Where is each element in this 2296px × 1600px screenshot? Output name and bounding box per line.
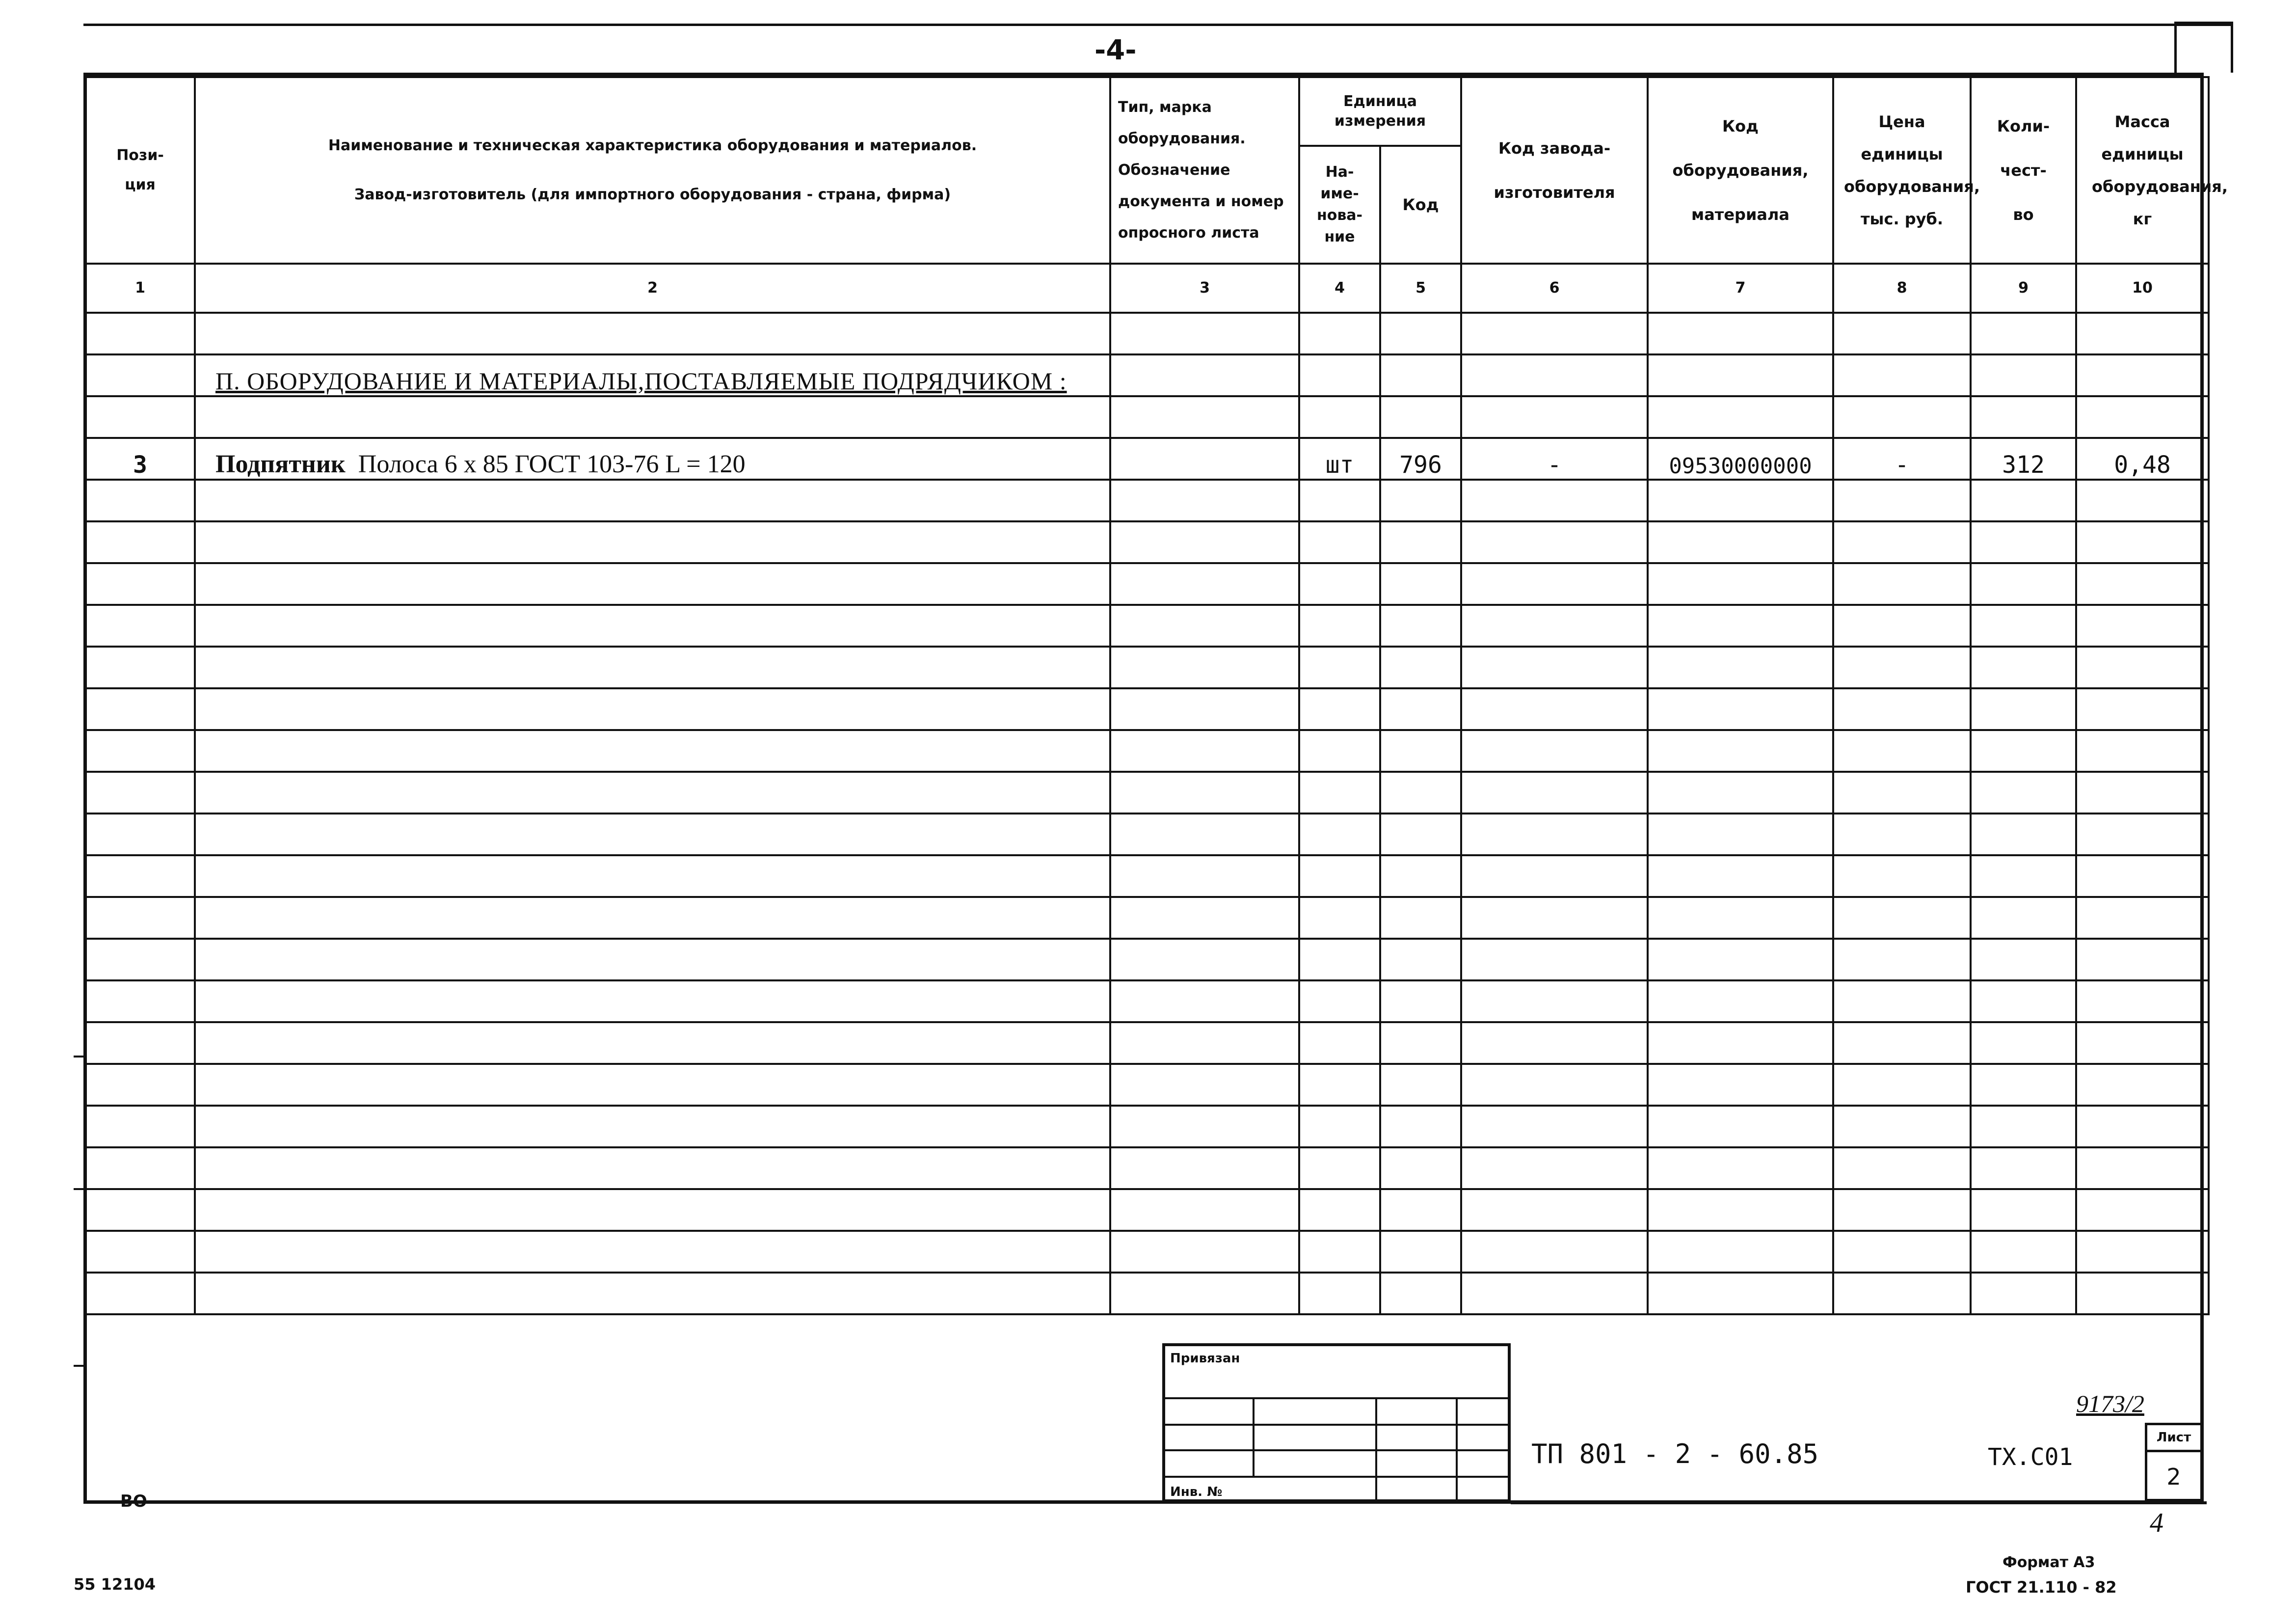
table-row: [85, 1022, 2209, 1064]
col-number: 10: [2076, 264, 2209, 313]
header-unit-code: Код: [1380, 146, 1461, 264]
table-row: [85, 1106, 2209, 1147]
table-row-section: [85, 354, 2209, 396]
item-unit-name: шт: [1299, 438, 1380, 480]
header-name: [195, 77, 1110, 264]
header-unit-name: На-име-нова-ние: [1299, 146, 1380, 264]
table-row: [85, 605, 2209, 647]
table-row: [85, 772, 2209, 814]
table-row: [85, 730, 2209, 772]
table-row: [85, 563, 2209, 605]
sheet-code: ТХ.С01: [1988, 1443, 2073, 1471]
col-number: 7: [1648, 264, 1833, 313]
header-price: Цена единицы оборудования, тыс. руб.: [1833, 77, 1971, 264]
title-block-bottom: [1511, 1501, 2207, 1504]
inventory-label: Инв. №: [1170, 1485, 1223, 1499]
archive-number: 9173/2: [2076, 1390, 2144, 1417]
sheet-label: Лист: [2147, 1425, 2200, 1452]
top-rule: [83, 24, 2233, 26]
header-type: Тип, марка оборудования. Обозначение документа и номер опросного листа: [1110, 77, 1299, 264]
col-number: 3: [1110, 264, 1299, 313]
header-quantity: Коли-чест-во: [1971, 77, 2076, 264]
table-row: [85, 980, 2209, 1022]
sheet-number-box: [2145, 1423, 2203, 1501]
table-row: [85, 647, 2209, 688]
table-row: [85, 855, 2209, 897]
handwritten-page-number: 4: [2150, 1508, 2163, 1538]
table-row: [85, 688, 2209, 730]
table-row: [85, 1064, 2209, 1106]
format-label: Формат А3: [2002, 1554, 2095, 1571]
col-number: 5: [1380, 264, 1461, 313]
table-row: [85, 313, 2209, 354]
header-mass: Масса единицы оборудования, кг: [2076, 77, 2209, 264]
table-row: [85, 480, 2209, 521]
table-row: [85, 1147, 2209, 1189]
header-name-line2: Завод-изготовитель (для импортного оборудования - страна, фирма): [354, 186, 951, 203]
item-name: [195, 438, 1110, 480]
item-quantity: 312: [1971, 438, 2076, 480]
table-row: [85, 1273, 2209, 1314]
col-number: 2: [195, 264, 1110, 313]
header-name-line1: Наименование и техническая характеристика оборудования и материалов.: [328, 137, 977, 154]
table-row: [85, 396, 2209, 438]
header-row: [85, 77, 2209, 146]
table-row-item: [85, 438, 2209, 480]
item-name-rest: Полоса 6 х 85 ГОСТ 103-76 L = 120: [358, 450, 746, 478]
column-number-row: [85, 264, 2209, 313]
col-number: 8: [1833, 264, 1971, 313]
col-number: 1: [85, 264, 195, 313]
specification-table: [84, 76, 2228, 1315]
table-row: [85, 1189, 2209, 1231]
item-manufacturer-code: -: [1461, 438, 1648, 480]
gost-label: ГОСТ 21.110 - 82: [1966, 1578, 2117, 1597]
item-name-bold: Подпятник: [215, 450, 346, 478]
empty-rows: [85, 480, 2209, 1314]
margin-tick: [74, 1365, 85, 1367]
header-unit-group: Единица измерения: [1299, 77, 1461, 146]
table-row: [85, 897, 2209, 939]
stamp-block: [1162, 1343, 1511, 1502]
item-position: 3: [85, 438, 195, 480]
attached-label: Привязан: [1170, 1351, 1240, 1366]
table-row: [85, 521, 2209, 563]
item-price: -: [1833, 438, 1971, 480]
table-row: [85, 814, 2209, 855]
document-code: ТП 801 - 2 - 60.85: [1531, 1438, 1819, 1469]
footer-left-code: 55 12104: [74, 1575, 156, 1594]
margin-tick: [74, 1188, 85, 1190]
left-mark: ВО: [120, 1492, 147, 1511]
header-material-code: Код оборудования, материала: [1648, 77, 1833, 264]
header-manufacturer-code: Код завода-изготовителя: [1461, 77, 1648, 264]
item-material-code: 09530000000: [1648, 438, 1833, 480]
item-unit-code: 796: [1380, 438, 1461, 480]
col-number: 4: [1299, 264, 1380, 313]
table-row: [85, 1231, 2209, 1273]
col-number: 9: [1971, 264, 2076, 313]
col-number: 6: [1461, 264, 1648, 313]
table-row: [85, 939, 2209, 980]
page-number: -4-: [1095, 34, 1137, 66]
sheet-number: 2: [2166, 1464, 2181, 1490]
margin-tick: [74, 1056, 85, 1058]
corner-box: [2174, 22, 2233, 73]
item-mass: 0,48: [2076, 438, 2209, 480]
header-position: Пози- ция: [85, 77, 195, 264]
section-title: П. ОБОРУДОВАНИЕ И МАТЕРИАЛЫ,ПОСТАВЛЯЕМЫЕ ПОДРЯДЧИКОМ :: [195, 354, 1110, 396]
